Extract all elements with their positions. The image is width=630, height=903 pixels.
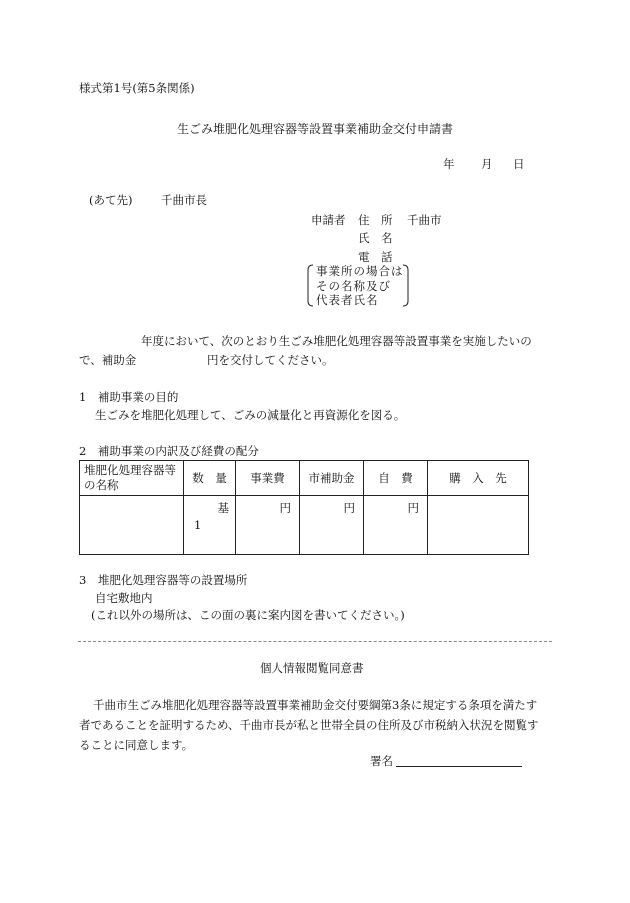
quantity-unit: 基 bbox=[217, 501, 229, 515]
section3-heading: 3 堆肥化処理容器等の設置場所 bbox=[79, 573, 248, 587]
addressee-label: (あて先) bbox=[89, 193, 133, 207]
consent-line-3: ることに同意します。 bbox=[79, 738, 194, 752]
expense-table bbox=[79, 460, 529, 555]
business-note-line: 事業所の場合は bbox=[316, 264, 404, 278]
business-note-line: 代表者氏名 bbox=[316, 293, 379, 307]
intro-line-2b: 円を交付してください。 bbox=[207, 353, 334, 367]
cell-project-cost[interactable] bbox=[236, 496, 300, 555]
address-label: 住 所 bbox=[358, 213, 393, 227]
header-supplier: 購 入 先 bbox=[428, 461, 529, 496]
cost-unit: 円 bbox=[279, 501, 291, 515]
section1-body: 生ごみを堆肥化処理して、ごみの減量化と再資源化を図る。 bbox=[95, 408, 406, 422]
header-project-cost: 事業費 bbox=[236, 461, 300, 496]
consent-line-1: 千曲市生ごみ堆肥化処理容器等設置事業補助金交付要綱第3条に規定する条項を満たす bbox=[93, 698, 538, 712]
cell-quantity[interactable] bbox=[184, 496, 236, 555]
consent-title: 個人情報閲覧同意書 bbox=[260, 661, 364, 675]
cell-self-pay[interactable] bbox=[364, 496, 428, 555]
date-month-label: 月 bbox=[481, 157, 493, 171]
section2-heading: 2 補助事業の内訳及び経費の配分 bbox=[79, 444, 259, 458]
header-self-pay: 自 費 bbox=[364, 461, 428, 496]
cell-container-name[interactable] bbox=[80, 496, 184, 555]
subsidy-unit: 円 bbox=[343, 501, 355, 515]
addressee-name: 千曲市長 bbox=[161, 193, 207, 207]
section3-place: 自宅敷地内 bbox=[95, 591, 153, 605]
page-title: 生ごみ堆肥化処理容器等設置事業補助金交付申請書 bbox=[177, 122, 454, 136]
phone-label: 電 話 bbox=[358, 250, 393, 264]
table-row bbox=[80, 496, 529, 555]
cell-supplier[interactable] bbox=[428, 496, 529, 555]
dashed-divider bbox=[78, 641, 552, 642]
business-note-line: その名称及び bbox=[316, 278, 391, 293]
date-day-label: 日 bbox=[513, 157, 525, 171]
section1-heading: 1 補助事業の目的 bbox=[79, 390, 179, 404]
date-year-label: 年 bbox=[443, 157, 455, 171]
form-number: 様式第1号(第5条関係) bbox=[79, 81, 195, 95]
signature-line[interactable] bbox=[396, 766, 522, 767]
address-value: 千曲市 bbox=[407, 213, 442, 227]
quantity-value: 1 bbox=[194, 518, 202, 532]
header-container-name: 堆肥化処理容器等の名称 bbox=[80, 461, 184, 496]
header-quantity: 数 量 bbox=[184, 461, 236, 496]
table-header-row bbox=[80, 461, 529, 496]
intro-line-1: 年度において、次のとおり生ごみ堆肥化処理容器等設置事業を実施したいの bbox=[141, 334, 532, 348]
section3-note: (これ以外の場所は、この面の裏に案内図を書いてください。) bbox=[91, 608, 405, 622]
intro-line-2a: で、補助金 bbox=[79, 353, 137, 367]
header-city-subsidy: 市補助金 bbox=[300, 461, 364, 496]
cell-city-subsidy[interactable] bbox=[300, 496, 364, 555]
self-pay-unit: 円 bbox=[407, 501, 419, 515]
consent-line-2: 者であることを証明するため、千曲市長が私と世帯全員の住所及び市税納入状況を閲覧す bbox=[79, 718, 539, 732]
signature-label: 署名 bbox=[370, 754, 393, 768]
business-note bbox=[316, 264, 404, 308]
applicant-label: 申請者 bbox=[311, 213, 346, 227]
name-label: 氏 名 bbox=[358, 231, 393, 245]
